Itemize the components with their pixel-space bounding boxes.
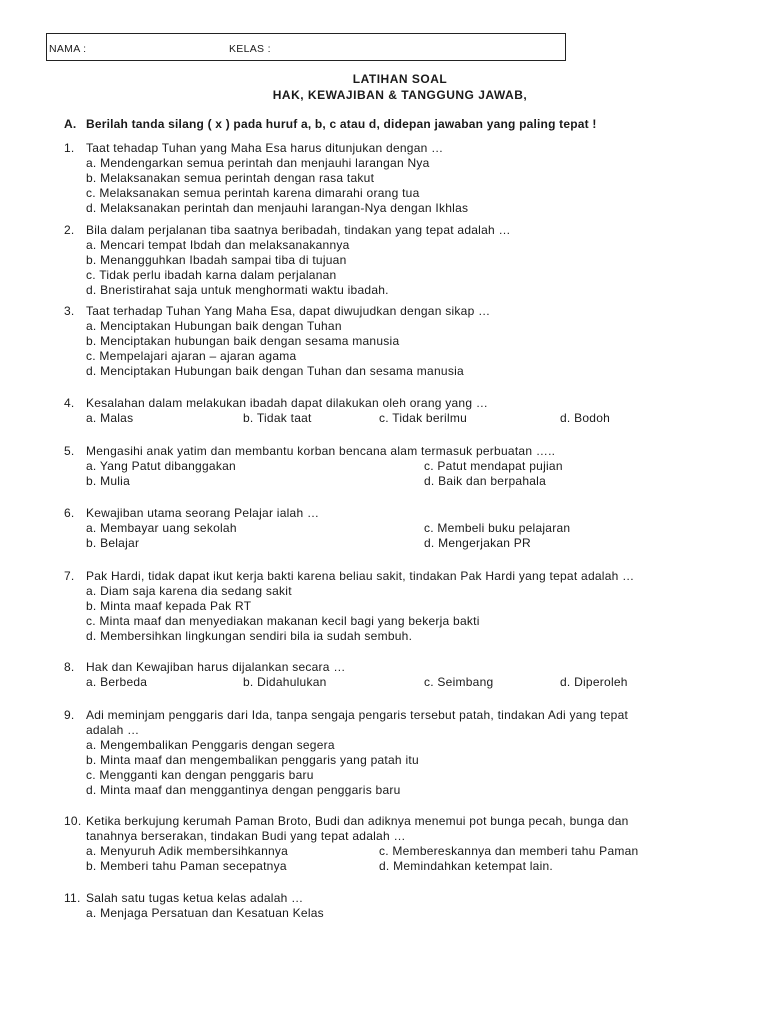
question-11 bbox=[64, 891, 324, 921]
options-row bbox=[86, 859, 629, 874]
option-a[interactable]: a. Mencari tempat Ibdah dan melaksanakannya bbox=[86, 238, 350, 252]
option-c[interactable]: c. Melaksanakan semua perintah karena dimarahi orang tua bbox=[86, 186, 420, 200]
question-number: 8. bbox=[64, 660, 75, 674]
question-number: 5. bbox=[64, 444, 75, 458]
option-b[interactable]: b. Tidak taat bbox=[243, 411, 312, 425]
question-number: 4. bbox=[64, 396, 75, 410]
options-row bbox=[86, 474, 555, 489]
question-text: Kewajiban utama seorang Pelajar ialah … bbox=[86, 506, 320, 520]
question-number: 1. bbox=[64, 141, 75, 155]
nama-label: NAMA : bbox=[49, 43, 87, 55]
question-number: 9. bbox=[64, 708, 75, 722]
options-row bbox=[86, 536, 531, 551]
options-row bbox=[86, 844, 639, 859]
options-row bbox=[86, 675, 628, 690]
option-a[interactable]: a. Malas bbox=[86, 411, 134, 425]
option-a[interactable]: a. Menciptakan Hubungan baik dengan Tuhan bbox=[86, 319, 342, 333]
question-text: Bila dalam perjalanan tiba saatnya beribadah, tindakan yang tepat adalah … bbox=[86, 223, 511, 237]
question-text: Ketika berkujung kerumah Paman Broto, Budi dan adiknya menemui pot bunga pecah, bunga dan bbox=[86, 814, 629, 828]
option-a[interactable]: a. Diam saja karena dia sedang sakit bbox=[86, 584, 292, 598]
option-d[interactable]: d. Diperoleh bbox=[560, 675, 628, 689]
question-10 bbox=[64, 814, 639, 874]
option-a[interactable]: a. Mendengarkan semua perintah dan menjauhi larangan Nya bbox=[86, 156, 430, 170]
question-7 bbox=[64, 569, 634, 644]
options-row bbox=[86, 521, 571, 536]
option-b[interactable]: b. Didahulukan bbox=[243, 675, 327, 689]
question-text: Hak dan Kewajiban harus dijalankan secara … bbox=[86, 660, 346, 674]
option-c[interactable]: c. Mengganti kan dengan penggaris baru bbox=[86, 768, 314, 782]
question-9 bbox=[64, 708, 628, 798]
question-text: Mengasihi anak yatim dan membantu korban bencana alam termasuk perbuatan ….. bbox=[86, 444, 556, 458]
question-text: Salah satu tugas ketua kelas adalah … bbox=[86, 891, 304, 905]
instruction bbox=[64, 117, 597, 131]
question-number: 2. bbox=[64, 223, 75, 237]
question-number: 10. bbox=[64, 814, 82, 828]
question-text: Taat tehadap Tuhan yang Maha Esa harus ditunjukan dengan … bbox=[86, 141, 444, 155]
kelas-label: KELAS : bbox=[229, 43, 271, 55]
option-a[interactable]: a. Membayar uang sekolah bbox=[86, 521, 237, 535]
question-2 bbox=[64, 223, 511, 298]
option-b[interactable]: b. Menciptakan hubungan baik dengan sesama manusia bbox=[86, 334, 400, 348]
question-number: 6. bbox=[64, 506, 75, 520]
option-c[interactable]: c. Patut mendapat pujian bbox=[424, 459, 563, 473]
option-b[interactable]: b. Minta maaf kepada Pak RT bbox=[86, 599, 252, 613]
question-number: 11. bbox=[64, 891, 81, 905]
option-b[interactable]: b. Minta maaf dan mengembalikan penggaris yang patah itu bbox=[86, 753, 419, 767]
option-a[interactable]: a. Menjaga Persatuan dan Kesatuan Kelas bbox=[86, 906, 324, 920]
question-text: Adi meminjam penggaris dari Ida, tanpa sengaja pengaris tersebut patah, tindakan Adi yang tepat bbox=[86, 708, 629, 722]
question-number: 7. bbox=[64, 569, 75, 583]
option-b[interactable]: b. Menangguhkan Ibadah sampai tiba di tujuan bbox=[86, 253, 347, 267]
option-b[interactable]: b. Melaksanakan semua perintah dengan rasa takut bbox=[86, 171, 375, 185]
question-8 bbox=[64, 660, 628, 690]
option-d[interactable]: d. Memindahkan ketempat lain. bbox=[379, 859, 554, 873]
option-d[interactable]: d. Melaksanakan perintah dan menjauhi larangan-Nya dengan Ikhlas bbox=[86, 201, 469, 215]
question-number: 3. bbox=[64, 304, 75, 318]
question-5 bbox=[64, 444, 563, 489]
option-c[interactable]: c. Tidak perlu ibadah karna dalam perjalanan bbox=[86, 268, 337, 282]
option-c[interactable]: c. Membereskannya dan memberi tahu Paman bbox=[379, 844, 639, 858]
question-3 bbox=[64, 304, 490, 379]
question-6 bbox=[64, 506, 571, 551]
instruction-text: Berilah tanda silang ( x ) pada huruf a, b, c atau d, didepan jawaban yang paling tepat ! bbox=[86, 117, 597, 131]
page-subtitle: HAK, KEWAJIBAN & TANGGUNG JAWAB, bbox=[272, 88, 528, 102]
question-1 bbox=[64, 141, 468, 216]
question-text: Pak Hardi, tidak dapat ikut kerja bakti karena beliau sakit, tindakan Pak Hardi yang tepat adalah … bbox=[86, 569, 635, 583]
page-title: LATIHAN SOAL bbox=[352, 72, 448, 86]
question-text-cont: tanahnya berserakan, tindakan Budi yang tepat adalah … bbox=[86, 829, 406, 843]
option-d[interactable]: d. Membersihkan lingkungan sendiri bila ia sudah sembuh. bbox=[86, 629, 413, 643]
option-a[interactable]: a. Yang Patut dibanggakan bbox=[86, 459, 236, 473]
option-c[interactable]: c. Minta maaf dan menyediakan makanan kecil bagi yang bekerja bakti bbox=[86, 614, 480, 628]
student-info-box bbox=[46, 33, 566, 61]
question-text: Taat terhadap Tuhan Yang Maha Esa, dapat diwujudkan dengan sikap … bbox=[86, 304, 491, 318]
option-b[interactable]: b. Belajar bbox=[86, 536, 140, 550]
option-a[interactable]: a. Berbeda bbox=[86, 675, 148, 689]
option-d[interactable]: d. Bodoh bbox=[560, 411, 611, 425]
options-row bbox=[86, 411, 611, 426]
question-4 bbox=[64, 396, 611, 426]
question-text: Kesalahan dalam melakukan ibadah dapat dilakukan oleh orang yang … bbox=[86, 396, 489, 410]
instruction-letter: A. bbox=[64, 117, 77, 131]
option-c[interactable]: c. Mempelajari ajaran – ajaran agama bbox=[86, 349, 297, 363]
option-d[interactable]: d. Minta maaf dan menggantinya dengan penggaris baru bbox=[86, 783, 401, 797]
option-d[interactable]: d. Mengerjakan PR bbox=[424, 536, 531, 550]
option-c[interactable]: c. Membeli buku pelajaran bbox=[424, 521, 571, 535]
option-a[interactable]: a. Menyuruh Adik membersihkannya bbox=[86, 844, 289, 858]
option-d[interactable]: d. Bneristirahat saja untuk menghormati waktu ibadah. bbox=[86, 283, 389, 297]
option-c[interactable]: c. Tidak berilmu bbox=[379, 411, 468, 425]
options-row bbox=[86, 459, 563, 474]
option-c[interactable]: c. Seimbang bbox=[424, 675, 494, 689]
option-b[interactable]: b. Memberi tahu Paman secepatnya bbox=[86, 859, 287, 873]
option-d[interactable]: d. Baik dan berpahala bbox=[424, 474, 547, 488]
option-d[interactable]: d. Menciptakan Hubungan baik dengan Tuhan dan sesama manusia bbox=[86, 364, 464, 378]
question-text-cont: adalah … bbox=[86, 723, 140, 737]
option-b[interactable]: b. Mulia bbox=[86, 474, 131, 488]
option-a[interactable]: a. Mengembalikan Penggaris dengan segera bbox=[86, 738, 335, 752]
